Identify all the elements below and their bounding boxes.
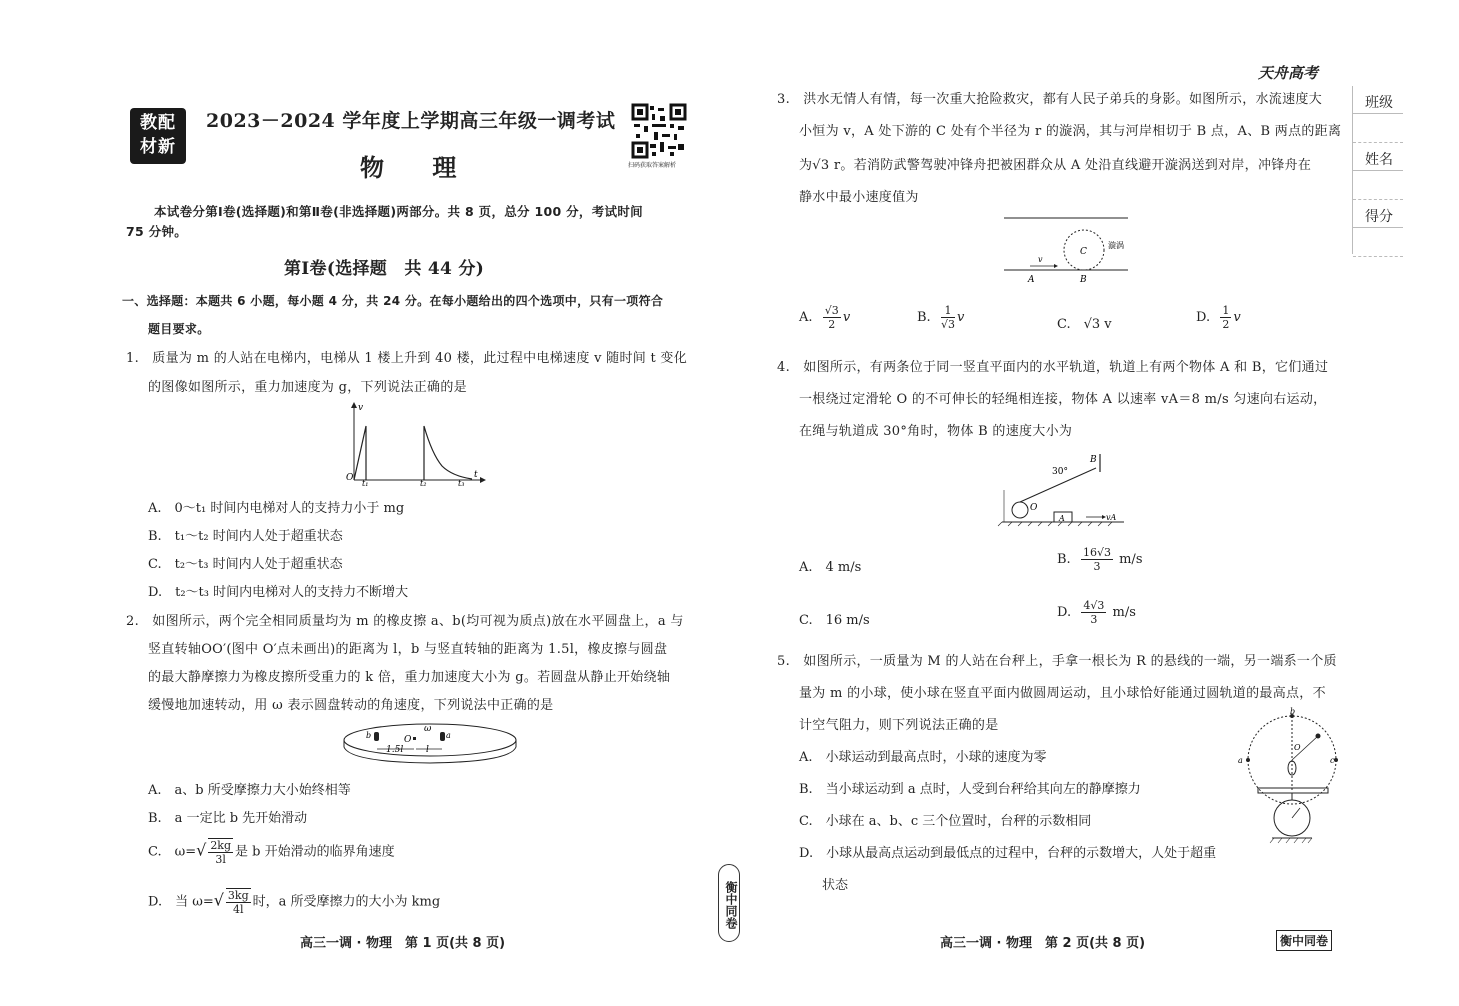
q2-d-prefix: D. 当 ω= [148, 894, 214, 910]
q4-d-den: 3 [1090, 613, 1098, 626]
name-field[interactable] [1353, 143, 1403, 171]
q3-a-num: √3 [824, 304, 839, 317]
q2-line-1: 2. 如图所示，两个完全相同质量均为 m 的橡皮擦 a、b(均可视为质点)放在水平圆盘上，a 与 [126, 614, 684, 629]
q3-d-fraction [1220, 304, 1231, 331]
exam-title: 2023－2024 学年度上学期高三年级一调考试 [206, 110, 616, 132]
q4-b-num: 16√3 [1082, 546, 1111, 559]
intro-line-2: 75 分钟。 [126, 224, 188, 239]
q3-b-fraction [941, 304, 955, 331]
q3-a-den: 2 [828, 318, 836, 331]
q3-d-den: 2 [1222, 318, 1230, 331]
q3-line-2: 小恒为 v，A 处下游的 C 处有个半径为 r 的漩涡，其与河岸相切于 B 点，A、B 两点的距离 [799, 124, 1342, 139]
q4-option-d[interactable] [1057, 599, 1136, 626]
q4-b-fraction [1081, 546, 1113, 573]
q5-option-d[interactable]: D. 小球从最高点运动到最低点的过程中，台秤的示数增大，人处于超重 [799, 846, 1217, 861]
q3-B-label: B [1080, 275, 1087, 285]
q2-dist-b: 1.5l [386, 745, 404, 755]
center-seal [718, 864, 740, 942]
q4-line-1: 4. 如图所示，有两条位于同一竖直平面内的水平轨道，轨道上有两个物体 A 和 B，它们通过 [777, 360, 1329, 375]
q1-option-a[interactable]: A. 0～t₁ 时间内电梯对人的支持力小于 mg [148, 501, 405, 516]
q3-A-label: A [1028, 275, 1035, 285]
qr-code-icon[interactable] [632, 104, 686, 158]
score-field[interactable] [1353, 200, 1403, 228]
q2-omega-label: ω [424, 724, 432, 734]
q5-line-1: 5. 如图所示，一质量为 M 的人站在台秤上，手拿一根长为 R 的悬线的一端，另一端系一个质 [777, 654, 1337, 669]
q5-b-label: b [1290, 707, 1296, 716]
brand-logo: 天舟高考 [1258, 64, 1319, 82]
q3-d-label: D. [1196, 310, 1211, 325]
q5-line-3: 计空气阻力，则下列说法正确的是 [799, 718, 999, 733]
center-seal-text: 衡中同卷 [724, 881, 738, 929]
q3-d-tail: v [1233, 310, 1241, 325]
q5-option-b[interactable]: B. 当小球运动到 a 点时，人受到台秤给其向左的静摩擦力 [799, 782, 1141, 797]
q2-line-3: 的最大静摩擦力为橡皮擦所受重力的 k 倍，重力加速度大小为 g。若圆盘从静止开始绕轴 [148, 670, 671, 685]
q1-graph-t2: t₂ [420, 479, 427, 488]
name-label: 姓名 [1365, 152, 1393, 168]
q1-vt-graph [340, 400, 490, 486]
part1-line-2: 题目要求。 [148, 322, 210, 336]
q2-dist-a: l [426, 745, 429, 755]
q2-option-d[interactable]: D. 当 ω=√ $\frac{3kg}{4l}$ 时，a 所受摩擦力的大小为 kmg [148, 889, 441, 916]
q3-river-figure [1000, 212, 1136, 288]
q4-line-3: 在绳与轨道成 30°角时，物体 B 的速度大小为 [799, 424, 1073, 439]
q5-option-a[interactable]: A. 小球运动到最高点时，小球的速度为零 [799, 750, 1047, 765]
q5-circular-motion-figure [1238, 707, 1338, 854]
q2-line-2: 竖直转轴OO′(图中 O′点未画出)的距离为 l，b 与竖直转轴的距离为 1.5l，橡皮擦与圆盘 [148, 642, 668, 657]
q3-line-4: 静水中最小速度值为 [799, 190, 919, 205]
q4-d-label: D. [1057, 605, 1072, 620]
qr-caption: 扫码获取答案解析 [628, 162, 677, 169]
q1-graph-y-label: v [358, 403, 364, 413]
q4-b-den: 3 [1093, 560, 1101, 573]
q4-d-num: 4√3 [1083, 599, 1105, 612]
q1-line-1: 1. 质量为 m 的人站在电梯内，电梯从 1 楼上升到 40 楼，此过程中电梯速度 v 随时间 t 变化 [126, 351, 688, 366]
q1-line-2: 的图像如图所示，重力加速度为 g，下列说法正确的是 [148, 380, 467, 395]
q2-O-label: O [404, 735, 412, 745]
q4-B-label: B [1090, 455, 1097, 465]
q2-option-a[interactable]: A. a、b 所受摩擦力大小始终相等 [148, 783, 351, 798]
q4-d-fraction [1081, 599, 1106, 626]
footer-left: 高三一调 · 物理 第 1 页(共 8 页) [300, 936, 506, 951]
q2-d-num: 3kg [227, 889, 249, 902]
q2-c-den: 3l [215, 853, 226, 866]
q4-line-2: 一根绕过定滑轮 O 的不可伸长的轻绳相连接，物体 A 以速率 vA＝8 m/s 匀速向右运动， [799, 392, 1327, 407]
q1-graph-origin: O [346, 473, 354, 483]
q1-graph-x-label: t [474, 470, 478, 480]
q3-b-tail: v [956, 310, 965, 325]
class-field[interactable] [1353, 86, 1403, 114]
q2-option-b[interactable]: B. a 一定比 b 先开始滑动 [148, 811, 308, 826]
q3-a-tail: v [842, 310, 851, 325]
q3-b-num: 1 [941, 304, 955, 318]
q3-b-den: √3 [940, 318, 955, 331]
q4-b-label: B. [1057, 552, 1071, 567]
q3-line-3: 为√3 r。若消防武警驾驶冲锋舟把被困群众从 A 处沿直线避开漩涡送到对岸，冲锋舟在 [799, 158, 1312, 173]
q1-graph-t1: t₁ [362, 479, 369, 488]
q5-a-label: a [1238, 756, 1243, 765]
q5-c-label: c [1330, 756, 1335, 765]
q3-line-1: 3. 洪水无情人有情，每一次重大抢险救灾，都有人民子弟兵的身影。如图所示，水流速度大 [777, 92, 1323, 107]
q4-option-a[interactable]: A. 4 m/s [799, 560, 862, 575]
q2-disk-figure [340, 720, 520, 766]
q2-d-den: 4l [233, 903, 244, 916]
q3-option-b[interactable] [917, 304, 964, 331]
q3-vortex-label: 漩涡 [1108, 241, 1124, 250]
q5-option-d-cont: 状态 [822, 878, 849, 893]
q2-c-suffix: 是 b 开始滑动的临界角速度 [235, 844, 395, 860]
q2-option-c[interactable]: C. ω=√ $\frac{2kg}{3l}$ 是 b 开始滑动的临界角速度 [148, 839, 395, 866]
q3-option-a[interactable] [799, 304, 850, 331]
q4-A-label: A [1059, 514, 1065, 523]
q2-c-prefix: C. ω= [148, 844, 197, 860]
q2-c-fraction [208, 838, 233, 866]
q4-option-c[interactable]: C. 16 m/s [799, 613, 870, 628]
q3-C-label: C [1080, 247, 1087, 257]
q2-d-suffix: 时，a 所受摩擦力的大小为 kmg [252, 894, 441, 910]
q2-line-4: 缓慢地加速转动，用 ω 表示圆盘转动的角速度，下列说法中正确的是 [148, 698, 554, 713]
q4-vA-label: vA [1106, 513, 1117, 522]
publisher-logo [130, 108, 186, 164]
q1-option-b[interactable]: B. t₁～t₂ 时间内人处于超重状态 [148, 529, 343, 544]
q2-a-label: a [446, 731, 451, 740]
q3-a-fraction [823, 304, 841, 331]
footer-right: 高三一调 · 物理 第 2 页(共 8 页) [940, 936, 1146, 951]
side-info-box [1352, 86, 1403, 254]
intro-line-1: 本试卷分第Ⅰ卷(选择题)和第Ⅱ卷(非选择题)两部分。共 8 页，总分 100 分，考试时间 [154, 204, 643, 219]
q3-option-d[interactable] [1196, 304, 1241, 331]
q4-option-b[interactable] [1057, 546, 1143, 573]
logo-line-1: 教配 [140, 113, 176, 133]
q1-option-d[interactable]: D. t₂～t₃ 时间内电梯对人的支持力不断增大 [148, 585, 409, 600]
score-label: 得分 [1365, 209, 1393, 225]
exam-subject: 物 理 [360, 153, 477, 182]
q4-O-label: O [1030, 503, 1038, 513]
corner-stamp: 衡中同卷 [1276, 930, 1332, 951]
q1-option-c[interactable]: C. t₂～t₃ 时间内人处于超重状态 [148, 557, 343, 572]
section-title: 第Ⅰ卷(选择题 共 44 分) [284, 259, 485, 279]
q2-d-fraction [226, 888, 251, 916]
part1-line-1: 一、选择题：本题共 6 小题，每小题 4 分，共 24 分。在每小题给出的四个选项中，只有一项符合 [122, 294, 664, 308]
q4-angle-label: 30° [1052, 467, 1068, 477]
q3-d-num: 1 [1222, 304, 1230, 317]
q3-option-c[interactable]: C. √3 v [1057, 317, 1112, 332]
q5-line-2: 量为 m 的小球，使小球在竖直平面内做圆周运动，且小球恰好能通过圆轨道的最高点，不 [799, 686, 1326, 701]
q1-graph-t3: t₃ [458, 479, 465, 488]
q3-a-label: A. [799, 310, 813, 325]
logo-line-2: 材新 [140, 137, 176, 157]
q3-v-label: v [1038, 255, 1043, 264]
q5-O-label: O [1294, 743, 1301, 752]
class-label: 班级 [1365, 95, 1393, 111]
q3-b-label: B. [917, 310, 931, 325]
q2-b-label: b [366, 731, 372, 740]
q4-b-tail: m/s [1119, 552, 1143, 567]
q4-pulley-figure [996, 446, 1130, 530]
q2-c-num: 2kg [210, 839, 232, 852]
q5-option-c[interactable]: C. 小球在 a、b、c 三个位置时，台秤的示数相同 [799, 814, 1092, 829]
q4-d-tail: m/s [1112, 605, 1136, 620]
